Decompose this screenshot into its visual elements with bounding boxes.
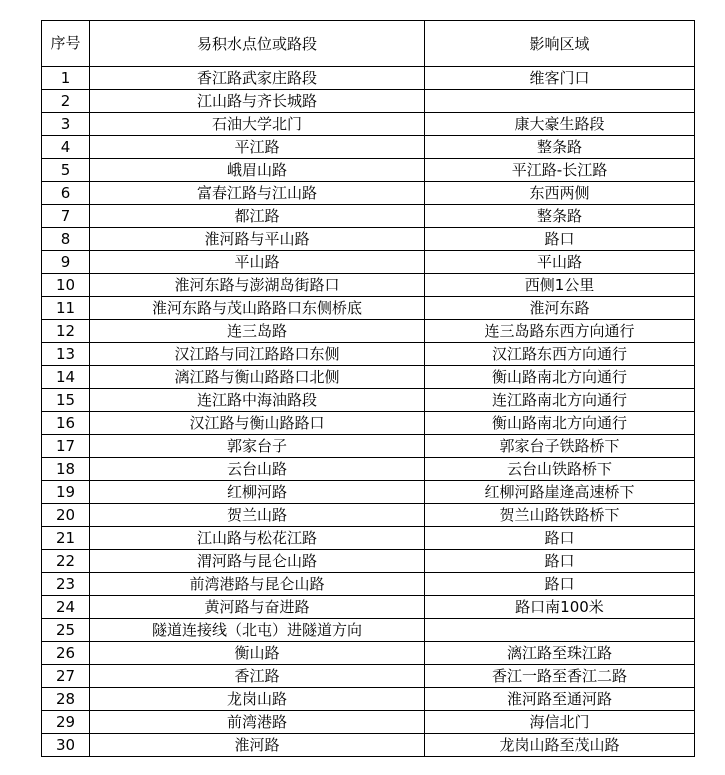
location-cell: 都江路: [90, 205, 425, 228]
affected-area-cell: 淮河东路: [425, 297, 695, 320]
waterlogging-points-table: [41, 20, 695, 757]
serial-number-cell: 2: [42, 90, 90, 113]
serial-number-cell: 28: [42, 688, 90, 711]
table-row: [42, 159, 695, 182]
table-row: [42, 297, 695, 320]
location-cell: 前湾港路: [90, 711, 425, 734]
table-row: [42, 642, 695, 665]
location-cell: 渭河路与昆仑山路: [90, 550, 425, 573]
serial-number-cell: 17: [42, 435, 90, 458]
location-cell: 郭家台子: [90, 435, 425, 458]
location-cell: 漓江路与衡山路路口北侧: [90, 366, 425, 389]
table-row: [42, 389, 695, 412]
table-row: [42, 504, 695, 527]
serial-number-cell: 23: [42, 573, 90, 596]
table-row: [42, 228, 695, 251]
serial-number-cell: 29: [42, 711, 90, 734]
affected-area-cell: 连江路南北方向通行: [425, 389, 695, 412]
serial-number-cell: 5: [42, 159, 90, 182]
header-affected-area: 影响区域: [425, 21, 695, 67]
table-row: [42, 251, 695, 274]
affected-area-cell: 路口: [425, 228, 695, 251]
serial-number-cell: 25: [42, 619, 90, 642]
table-row: [42, 320, 695, 343]
serial-number-cell: 21: [42, 527, 90, 550]
affected-area-cell: 康大豪生路段: [425, 113, 695, 136]
location-cell: 峨眉山路: [90, 159, 425, 182]
serial-number-cell: 8: [42, 228, 90, 251]
serial-number-cell: 9: [42, 251, 90, 274]
location-cell: 前湾港路与昆仑山路: [90, 573, 425, 596]
location-cell: 香江路武家庄路段: [90, 67, 425, 90]
header-row: [42, 21, 695, 67]
table-header: [42, 21, 695, 67]
affected-area-cell: 郭家台子铁路桥下: [425, 435, 695, 458]
affected-area-cell: 贺兰山路铁路桥下: [425, 504, 695, 527]
serial-number-cell: 15: [42, 389, 90, 412]
table-row: [42, 274, 695, 297]
location-cell: 富春江路与江山路: [90, 182, 425, 205]
location-cell: 龙岗山路: [90, 688, 425, 711]
affected-area-cell: 淮河路至通河路: [425, 688, 695, 711]
table-row: [42, 550, 695, 573]
affected-area-cell: 路口南100米: [425, 596, 695, 619]
table-body: [42, 67, 695, 757]
location-cell: 平山路: [90, 251, 425, 274]
serial-number-cell: 14: [42, 366, 90, 389]
affected-area-cell: 西侧1公里: [425, 274, 695, 297]
location-cell: 连三岛路: [90, 320, 425, 343]
affected-area-cell: 云台山铁路桥下: [425, 458, 695, 481]
table-row: [42, 481, 695, 504]
table-row: [42, 573, 695, 596]
table-row: [42, 527, 695, 550]
serial-number-cell: 6: [42, 182, 90, 205]
affected-area-cell: 衡山路南北方向通行: [425, 412, 695, 435]
affected-area-cell: 东西两侧: [425, 182, 695, 205]
header-serial-number: 序号: [42, 21, 90, 67]
affected-area-cell: 漓江路至珠江路: [425, 642, 695, 665]
serial-number-cell: 22: [42, 550, 90, 573]
location-cell: 淮河路: [90, 734, 425, 757]
table-row: [42, 688, 695, 711]
table-row: [42, 711, 695, 734]
location-cell: 隧道连接线（北屯）进隧道方向: [90, 619, 425, 642]
affected-area-cell: 路口: [425, 573, 695, 596]
affected-area-cell: 平江路-长江路: [425, 159, 695, 182]
table-row: [42, 136, 695, 159]
affected-area-cell: 龙岗山路至茂山路: [425, 734, 695, 757]
affected-area-cell: 路口: [425, 527, 695, 550]
location-cell: 云台山路: [90, 458, 425, 481]
affected-area-cell: [425, 90, 695, 113]
affected-area-cell: 汉江路东西方向通行: [425, 343, 695, 366]
serial-number-cell: 24: [42, 596, 90, 619]
location-cell: 香江路: [90, 665, 425, 688]
header-location: 易积水点位或路段: [90, 21, 425, 67]
table-row: [42, 412, 695, 435]
table-row: [42, 366, 695, 389]
affected-area-cell: 路口: [425, 550, 695, 573]
serial-number-cell: 1: [42, 67, 90, 90]
location-cell: 石油大学北门: [90, 113, 425, 136]
location-cell: 江山路与松花江路: [90, 527, 425, 550]
location-cell: 衡山路: [90, 642, 425, 665]
serial-number-cell: 30: [42, 734, 90, 757]
affected-area-cell: [425, 619, 695, 642]
serial-number-cell: 3: [42, 113, 90, 136]
serial-number-cell: 12: [42, 320, 90, 343]
location-cell: 平江路: [90, 136, 425, 159]
affected-area-cell: 整条路: [425, 205, 695, 228]
location-cell: 江山路与齐长城路: [90, 90, 425, 113]
location-cell: 汉江路与衡山路路口: [90, 412, 425, 435]
affected-area-cell: 平山路: [425, 251, 695, 274]
location-cell: 淮河路与平山路: [90, 228, 425, 251]
serial-number-cell: 7: [42, 205, 90, 228]
location-cell: 淮河东路与茂山路路口东侧桥底: [90, 297, 425, 320]
serial-number-cell: 26: [42, 642, 90, 665]
location-cell: 黄河路与奋进路: [90, 596, 425, 619]
serial-number-cell: 11: [42, 297, 90, 320]
table-row: [42, 113, 695, 136]
serial-number-cell: 27: [42, 665, 90, 688]
table-row: [42, 619, 695, 642]
table-row: [42, 734, 695, 757]
serial-number-cell: 4: [42, 136, 90, 159]
table-row: [42, 665, 695, 688]
affected-area-cell: 海信北门: [425, 711, 695, 734]
affected-area-cell: 维客门口: [425, 67, 695, 90]
table-row: [42, 343, 695, 366]
affected-area-cell: 香江一路至香江二路: [425, 665, 695, 688]
table-row: [42, 596, 695, 619]
serial-number-cell: 13: [42, 343, 90, 366]
location-cell: 连江路中海油路段: [90, 389, 425, 412]
table-row: [42, 182, 695, 205]
location-cell: 红柳河路: [90, 481, 425, 504]
serial-number-cell: 20: [42, 504, 90, 527]
table-row: [42, 90, 695, 113]
location-cell: 汉江路与同江路路口东侧: [90, 343, 425, 366]
affected-area-cell: 整条路: [425, 136, 695, 159]
serial-number-cell: 16: [42, 412, 90, 435]
serial-number-cell: 10: [42, 274, 90, 297]
serial-number-cell: 18: [42, 458, 90, 481]
location-cell: 贺兰山路: [90, 504, 425, 527]
table-row: [42, 458, 695, 481]
affected-area-cell: 红柳河路崖逄高速桥下: [425, 481, 695, 504]
table-row: [42, 205, 695, 228]
affected-area-cell: 连三岛路东西方向通行: [425, 320, 695, 343]
location-cell: 淮河东路与澎湖岛街路口: [90, 274, 425, 297]
serial-number-cell: 19: [42, 481, 90, 504]
table-row: [42, 67, 695, 90]
affected-area-cell: 衡山路南北方向通行: [425, 366, 695, 389]
table-row: [42, 435, 695, 458]
